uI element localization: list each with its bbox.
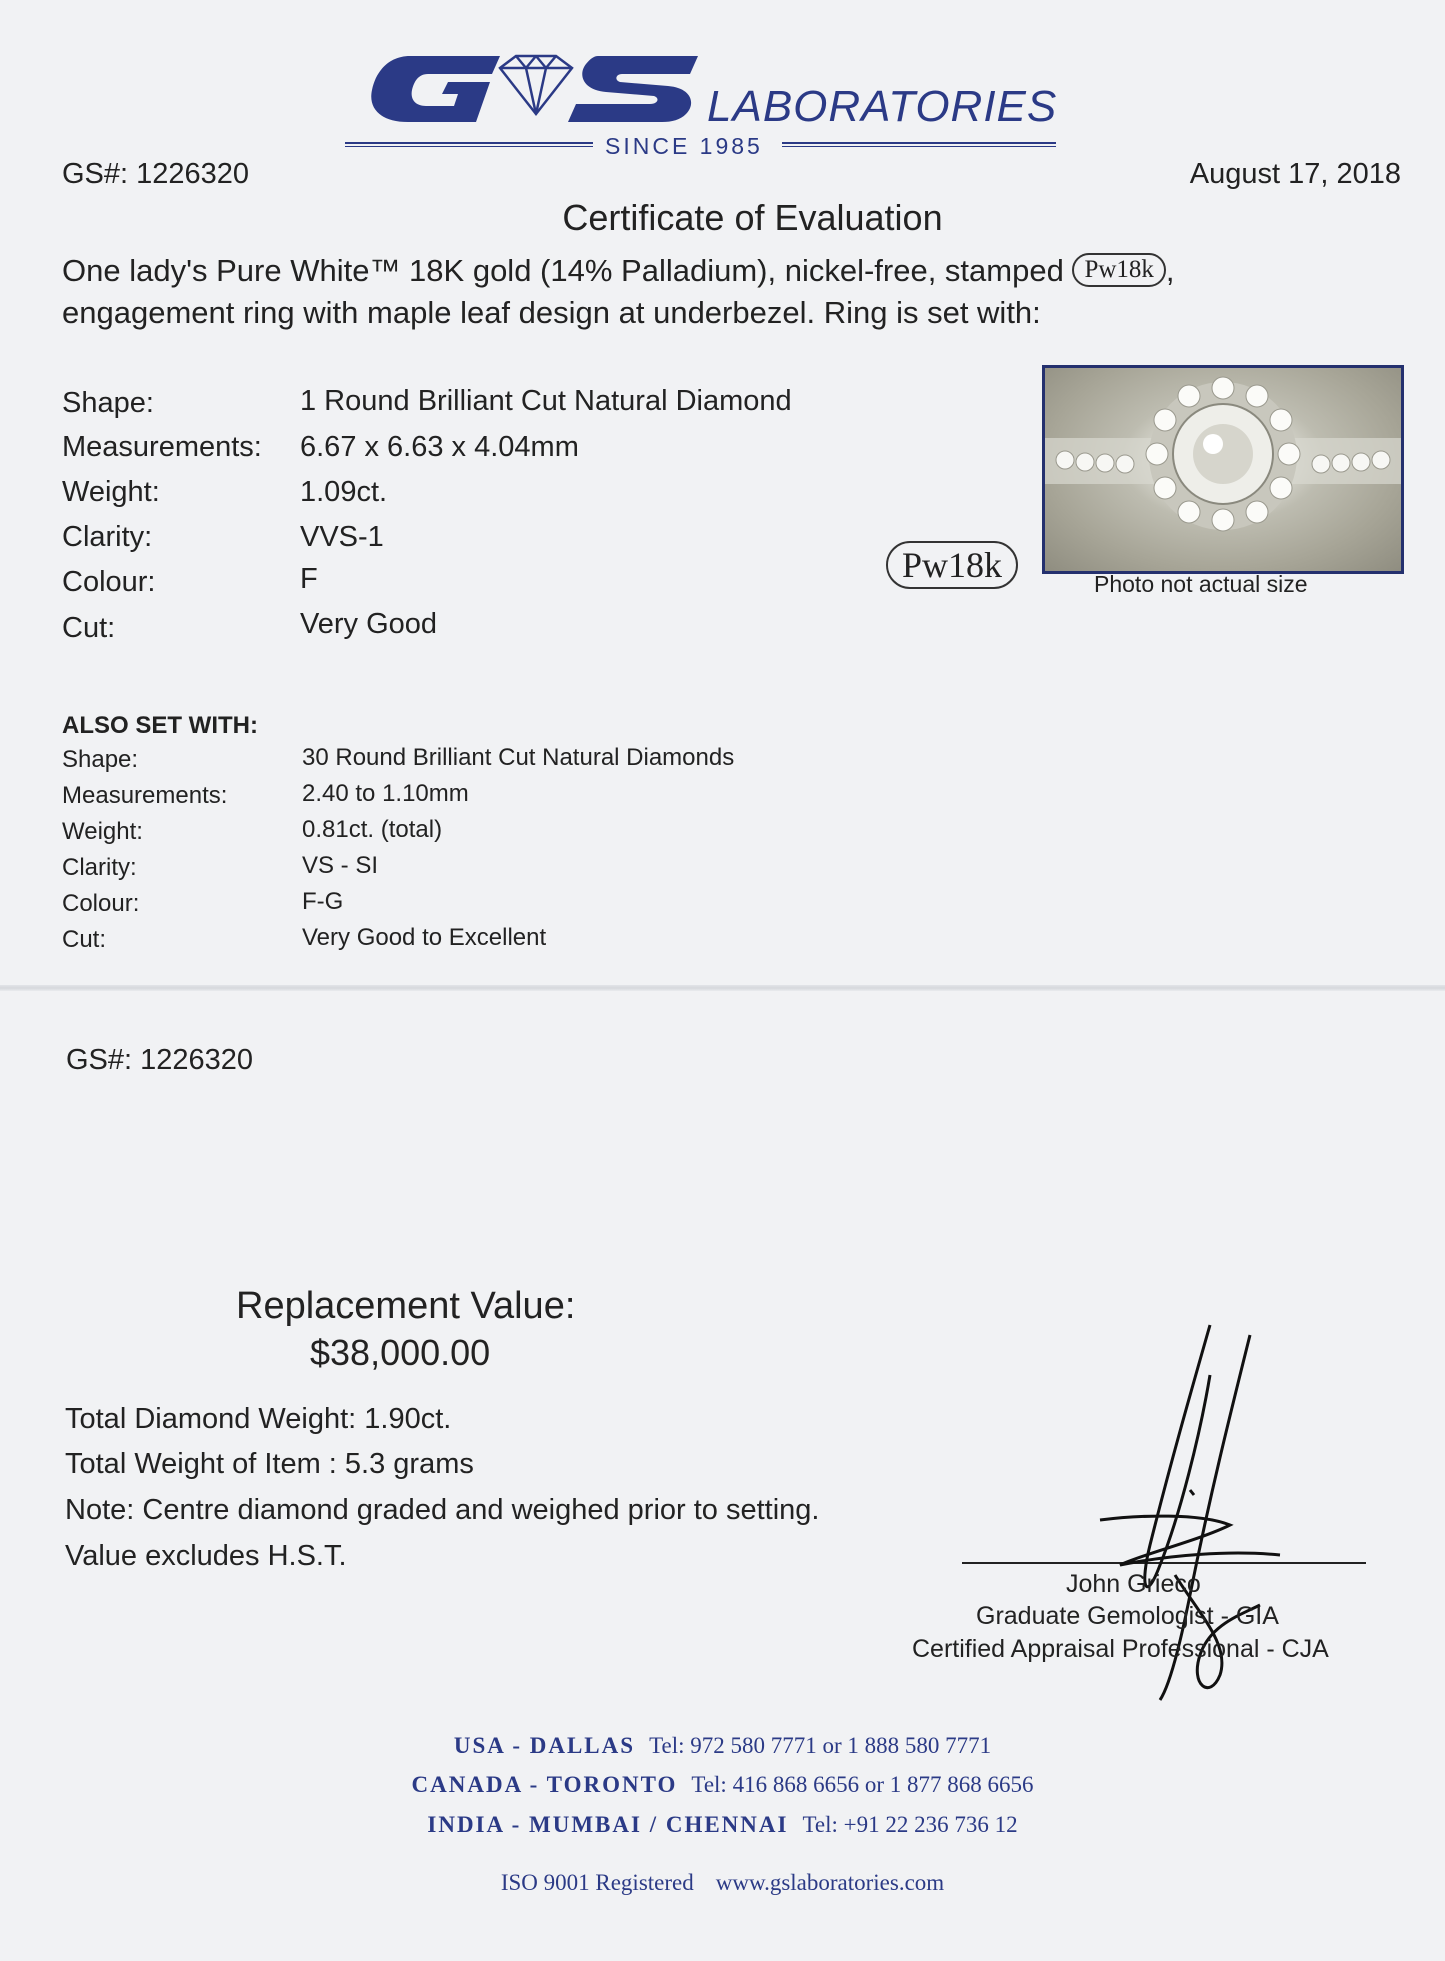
footer-canada [0,1772,1445,1798]
logo-letter-g [371,56,500,122]
total-item-weight: Total Weight of Item : 5.3 grams [65,1448,474,1480]
also-value-measurements: 2.40 to 1.10mm [302,780,469,807]
also-value-cut: Very Good to Excellent [302,924,547,951]
logo-letter-s [568,56,698,122]
certificate-date: August 17, 2018 [1189,158,1401,190]
pw18k-stamp-mark: Pw18k [886,541,1018,589]
spec-label-cut: Cut: [62,612,116,644]
setting-note: Note: Centre diamond graded and weighed prior to setting. [65,1494,820,1526]
signer-name: John Grieco [1066,1570,1201,1598]
also-set-with-heading: ALSO SET WITH: [62,712,258,739]
description-line-2: engagement ring with maple leaf design at underbezel. Ring is set with: [62,295,1041,330]
since-rule-right [782,142,1056,147]
spec-value-measurements: 6.67 x 6.63 x 4.04mm [300,431,579,463]
also-label-shape: Shape: [62,746,139,773]
since-rule-left [345,142,593,147]
description-line-1-end: , [1165,253,1175,288]
also-value-colour: F-G [302,888,344,915]
also-value-clarity: VS - SI [302,852,379,879]
spec-value-shape: 1 Round Brilliant Cut Natural Diamond [300,385,792,417]
spec-label-clarity: Clarity: [62,521,153,553]
footer-india [0,1812,1445,1838]
footer-tel-usa: Tel: 972 580 7771 or 1 888 580 7771 [649,1733,992,1758]
photo-caption: Photo not actual size [1094,571,1308,597]
pw18k-stamp-inline: Pw18k [1072,253,1165,287]
website-link[interactable]: www.gslaboratories.com [715,1870,945,1895]
footer-tel-canada: Tel: 416 868 6656 or 1 877 868 6656 [691,1772,1034,1797]
replacement-value-label: Replacement Value: [236,1285,576,1327]
spec-value-weight: 1.09ct. [300,476,388,508]
also-value-shape: 30 Round Brilliant Cut Natural Diamonds [302,744,735,771]
item-description [62,250,1382,334]
also-value-weight: 0.81ct. (total) [302,816,443,843]
signer-title-cja: Certified Appraisal Professional - CJA [912,1635,1329,1663]
also-label-weight: Weight: [62,818,143,845]
spec-label-colour: Colour: [62,566,156,598]
also-label-measurements: Measurements: [62,782,228,809]
spec-label-weight: Weight: [62,476,160,508]
footer-location-usa: USA - DALLAS [453,1733,636,1758]
gs-number-bottom: GS#: 1226320 [66,1044,254,1076]
certificate-title: Certificate of Evaluation [562,197,943,238]
signer-title-gia: Graduate Gemologist - GIA [976,1602,1279,1630]
also-label-clarity: Clarity: [62,854,137,881]
since-label: SINCE 1985 [605,133,763,159]
laboratories-wordmark: LABORATORIES [707,82,1058,131]
diamond-icon [500,56,572,114]
footer-usa [0,1733,1445,1759]
spec-value-colour: F [300,563,318,595]
footer-location-india: INDIA - MUMBAI / CHENNAI [427,1812,789,1837]
total-diamond-weight: Total Diamond Weight: 1.90ct. [65,1403,452,1435]
ring-photo [1042,365,1404,574]
spec-label-shape: Shape: [62,387,154,419]
gs-number-top: GS#: 1226320 [62,158,250,190]
spec-label-measurements: Measurements: [62,431,262,463]
paper-fold [0,985,1445,991]
hst-note: Value excludes H.S.T. [65,1540,347,1572]
ring-illustration [1045,368,1401,571]
footer-location-canada: CANADA - TORONTO [411,1772,678,1797]
footer-registration [0,1870,1445,1896]
footer-tel-india: Tel: +91 22 236 736 12 [802,1812,1018,1837]
also-label-colour: Colour: [62,890,140,917]
gs-logo [350,48,710,128]
description-line-1: One lady's Pure White™ 18K gold (14% Palladium), nickel-free, stamped [62,253,1064,288]
spec-value-cut: Very Good [300,608,438,640]
replacement-value-amount: $38,000.00 [310,1332,491,1373]
spec-value-clarity: VVS-1 [300,521,384,553]
also-label-cut: Cut: [62,926,107,953]
iso-registration: ISO 9001 Registered [500,1870,694,1895]
